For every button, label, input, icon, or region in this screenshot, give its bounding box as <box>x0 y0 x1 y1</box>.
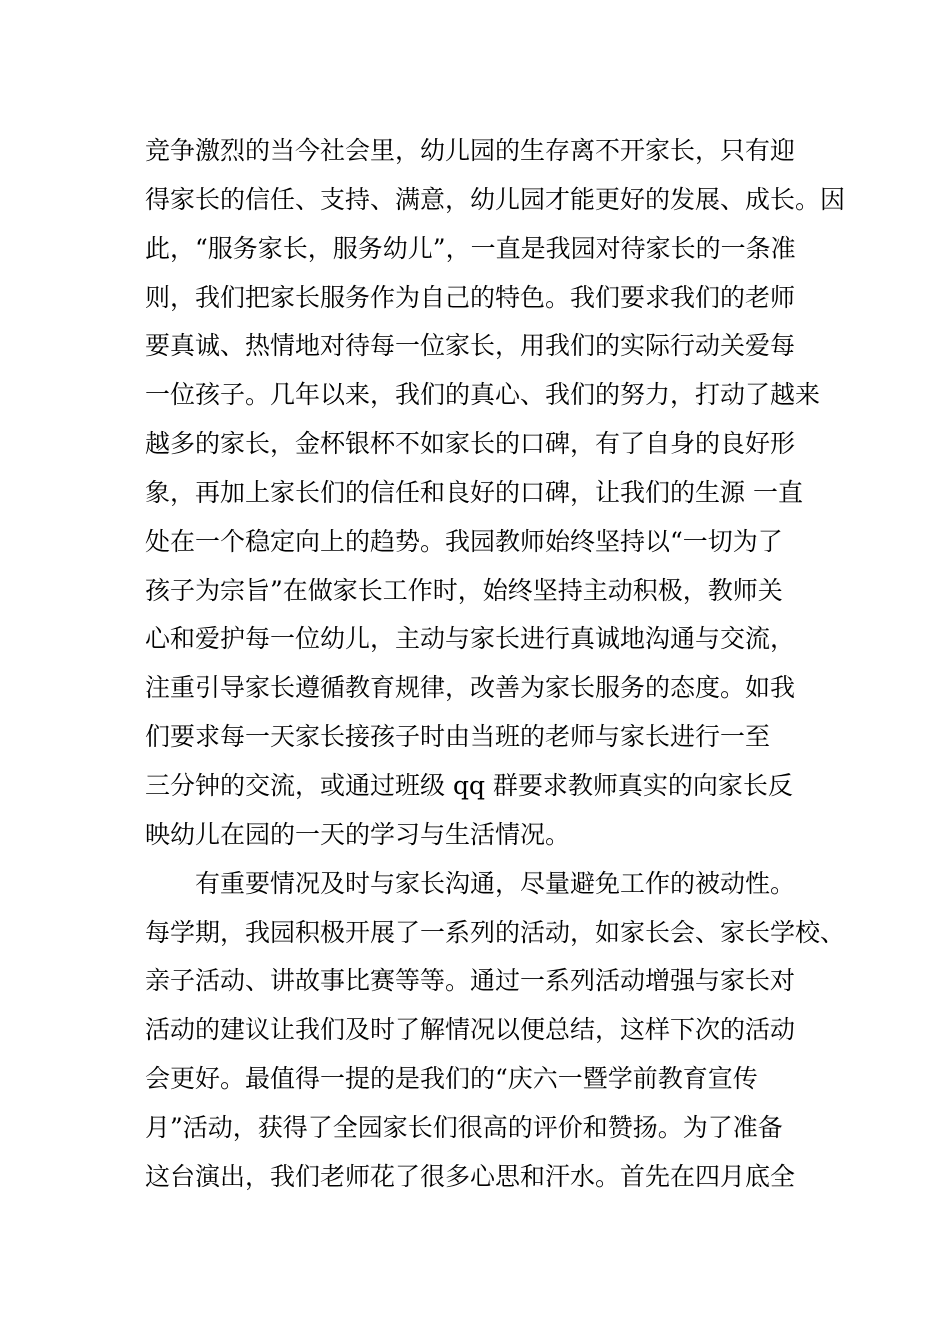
text-line: 此，“服务家长，服务幼儿”，一直是我园对待家长的一条准 <box>145 233 796 263</box>
text-line: 则，我们把家长服务作为自己的特色。我们要求我们的老师 <box>145 282 796 312</box>
text-line: 越多的家长，金杯银杯不如家长的口碑，有了自身的良好形 <box>145 429 796 459</box>
text-line: 会更好。最值得一提的是我们的“庆六一暨学前教育宣传 <box>145 1064 758 1094</box>
text-line: 每学期，我园积极开展了一系列的活动，如家长会、家长学校、 <box>145 917 846 947</box>
text-line: 孩子为宗旨”在做家长工作时，始终坚持主动积极，教师关 <box>145 575 783 605</box>
text-line: 活动的建议让我们及时了解情况以便总结，这样下次的活动 <box>145 1015 796 1045</box>
text-line: 三分钟的交流，或通过班级 qq 群要求教师真实的向家长反 <box>145 770 793 800</box>
text-line: 心和爱护每一位幼儿，主动与家长进行真诚地沟通与交流， <box>145 624 796 654</box>
paragraph-start-line: 有重要情况及时与家长沟通，尽量避免工作的被动性。 <box>195 868 796 898</box>
text-line: 竞争激烈的当今社会里，幼儿园的生存离不开家长，只有迎 <box>145 136 796 165</box>
text-line: 得家长的信任、支持、满意，幼儿园才能更好的发展、成长。因 <box>145 184 846 214</box>
body-text <box>145 127 846 1202</box>
text-line: 们要求每一天家长接孩子时由当班的老师与家长进行一至 <box>145 722 771 752</box>
text-line: 处在一个稳定向上的趋势。我园教师始终坚持以“一切为了 <box>145 526 783 556</box>
text-line: 注重引导家长遵循教育规律，改善为家长服务的态度。如我 <box>145 673 796 703</box>
text-line: 亲子活动、讲故事比赛等等。通过一系列活动增强与家长对 <box>145 966 796 996</box>
text-line: 象，再加上家长们的信任和良好的口碑，让我们的生源 一直 <box>145 477 803 507</box>
text-line: 月”活动，获得了全园家长们很高的评价和赞扬。为了准备 <box>145 1112 783 1142</box>
text-line: 一位孩子。几年以来，我们的真心、我们的努力，打动了越来 <box>145 380 821 410</box>
text-line: 要真诚、热情地对待每一位家长，用我们的实际行动关爱每 <box>145 331 796 361</box>
text-line: 这台演出，我们老师花了很多心思和汗水。首先在四月底全 <box>145 1161 796 1191</box>
text-line: 映幼儿在园的一天的学习与生活情况。 <box>145 819 571 849</box>
